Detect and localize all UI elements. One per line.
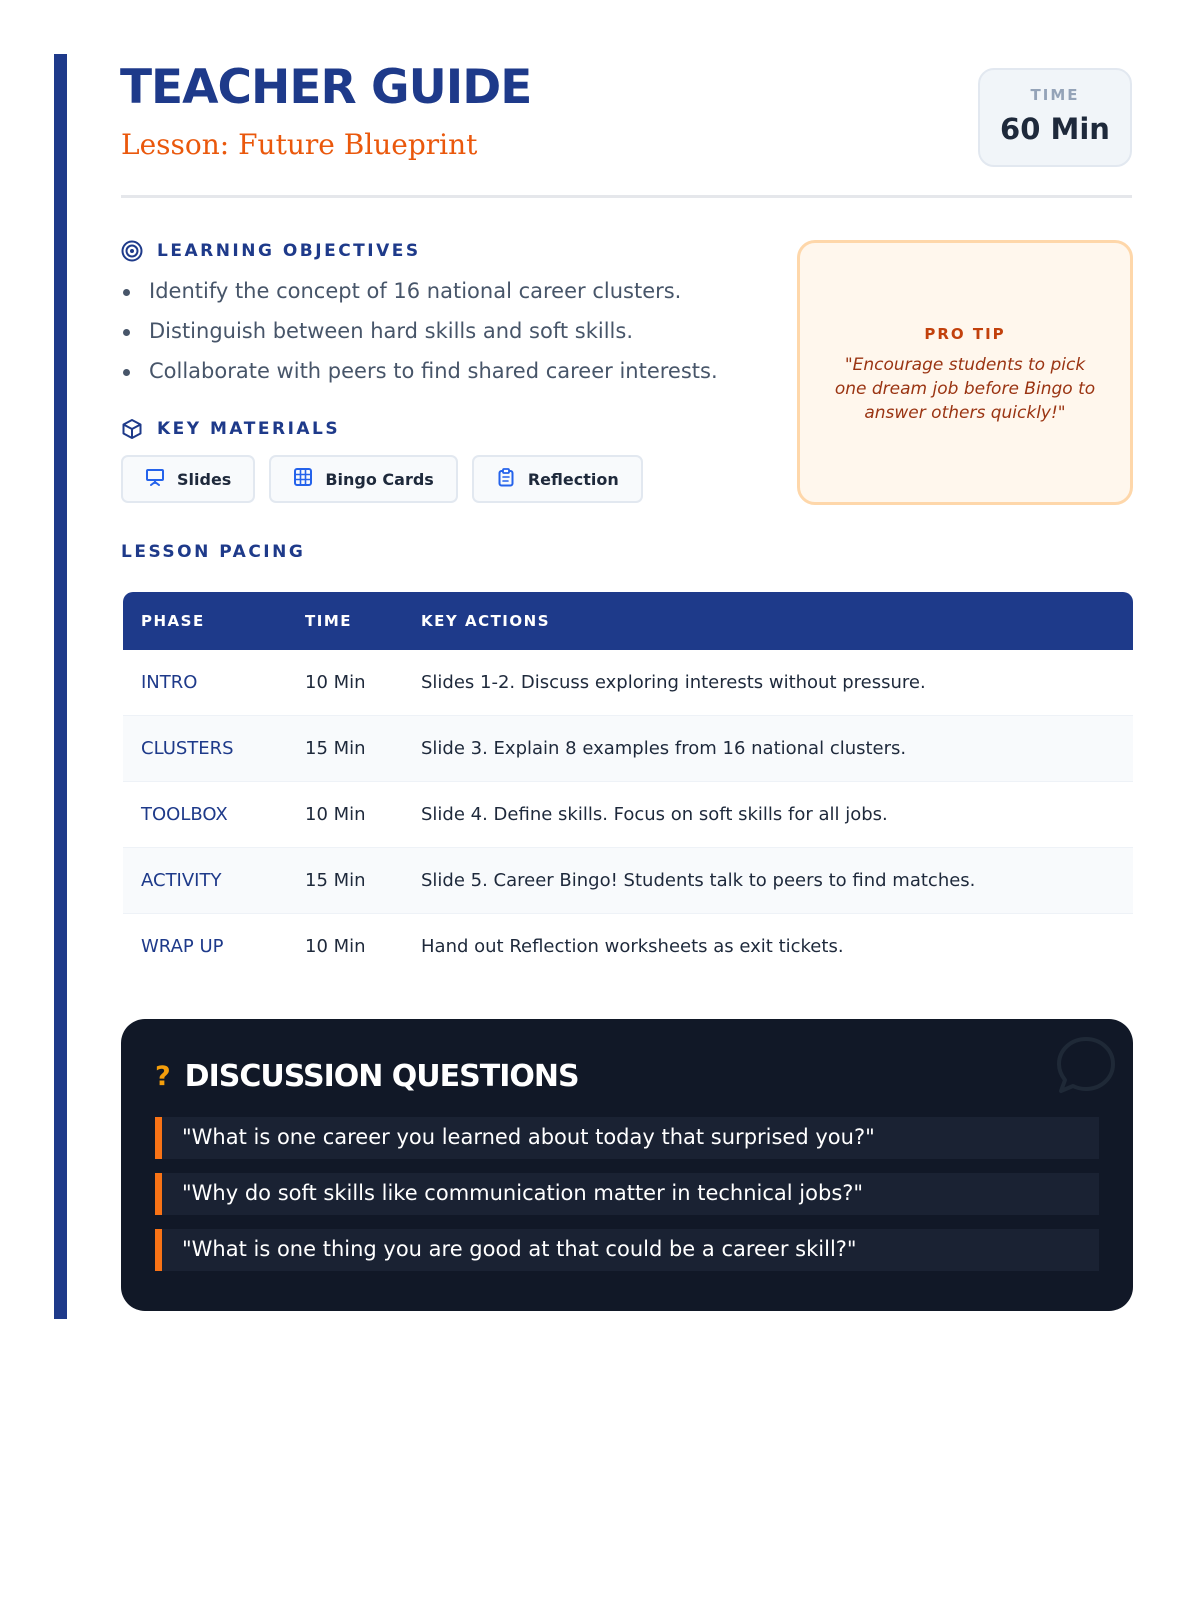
question-item: "What is one thing you are good at that could be a career skill?": [155, 1229, 1099, 1271]
table-row: [123, 782, 1133, 848]
clipboard-icon: [496, 467, 516, 491]
material-label: Slides: [177, 469, 232, 489]
actions-cell: Hand out Reflection worksheets as exit tickets.: [421, 936, 844, 957]
lesson-subtitle: Lesson: Future Blueprint: [121, 128, 478, 161]
presentation-icon: [145, 467, 165, 491]
box-icon: [121, 418, 143, 440]
table-row: [123, 716, 1133, 782]
table-header-row: [123, 592, 1133, 650]
time-cell: 10 Min: [287, 650, 403, 716]
phase-cell: TOOLBOX: [123, 782, 287, 848]
page-title: TEACHER GUIDE: [120, 60, 532, 115]
chat-bubble-icon: [1053, 1033, 1119, 1103]
actions-cell: Slide 3. Explain 8 examples from 16 national clusters.: [403, 716, 1133, 782]
question-mark-icon: ?: [155, 1061, 171, 1092]
material-label: Reflection: [527, 469, 619, 489]
time-label: TIME: [1030, 86, 1080, 104]
material-label: Bingo Cards: [325, 469, 434, 489]
pacing-table: [123, 592, 1133, 979]
time-cell: 15 Min: [287, 716, 403, 782]
material-chip-bingo-cards: [269, 455, 458, 503]
table-row: [123, 650, 1133, 716]
materials-heading: [121, 418, 340, 440]
question-item: "Why do soft skills like communication matter in technical jobs?": [155, 1173, 1099, 1215]
column-header-actions: KEY ACTIONS: [421, 612, 550, 630]
question-item: "What is one career you learned about today that surprised you?": [155, 1117, 1099, 1159]
time-cell: 10 Min: [287, 782, 403, 848]
column-header-time: TIME: [305, 612, 352, 630]
discussion-title: DISCUSSION QUESTIONS: [184, 1059, 579, 1094]
header-divider: [121, 195, 1132, 198]
pacing-heading-label: LESSON PACING: [121, 542, 306, 562]
list-item: Collaborate with peers to find shared career interests.: [121, 356, 718, 396]
objectives-heading-label: LEARNING OBJECTIVES: [157, 241, 421, 261]
phase-cell: ACTIVITY: [123, 848, 287, 914]
time-cell: 15 Min: [287, 848, 403, 914]
actions-cell: Slide 4. Define skills. Focus on soft skills for all jobs.: [403, 782, 1133, 848]
objectives-heading: [121, 240, 421, 262]
pro-tip-card: [797, 240, 1133, 505]
phase-cell: WRAP UP: [141, 936, 224, 957]
phase-cell: CLUSTERS: [123, 716, 287, 782]
time-value: 60 Min: [1000, 112, 1110, 146]
time-card: [978, 68, 1132, 167]
pro-tip-text: "Encourage students to pick one dream job before Bingo to answer others quickly!": [834, 355, 1096, 423]
materials-heading-label: KEY MATERIALS: [157, 419, 341, 439]
table-row: [123, 914, 1133, 980]
objectives-list: [121, 276, 718, 396]
discussion-panel: [121, 1019, 1133, 1311]
grid-icon: [293, 467, 313, 491]
list-item: Identify the concept of 16 national career clusters.: [121, 276, 718, 316]
material-chip-slides: [121, 455, 255, 503]
pacing-heading: [121, 542, 305, 562]
phase-cell: INTRO: [123, 650, 287, 716]
target-icon: [121, 240, 143, 262]
pro-tip-label: PRO TIP: [924, 325, 1006, 343]
material-chip-reflection: [472, 455, 643, 503]
questions-list: [155, 1117, 1099, 1285]
left-accent-bar: [54, 54, 67, 1319]
discussion-heading: [155, 1059, 579, 1094]
table-row: [123, 848, 1133, 914]
column-header-phase: PHASE: [141, 612, 205, 630]
actions-cell: Slides 1-2. Discuss exploring interests without pressure.: [403, 650, 1133, 716]
list-item: Distinguish between hard skills and soft skills.: [121, 316, 718, 356]
time-cell: 10 Min: [305, 936, 366, 957]
materials-list: [121, 455, 643, 503]
actions-cell: Slide 5. Career Bingo! Students talk to peers to find matches.: [403, 848, 1133, 914]
